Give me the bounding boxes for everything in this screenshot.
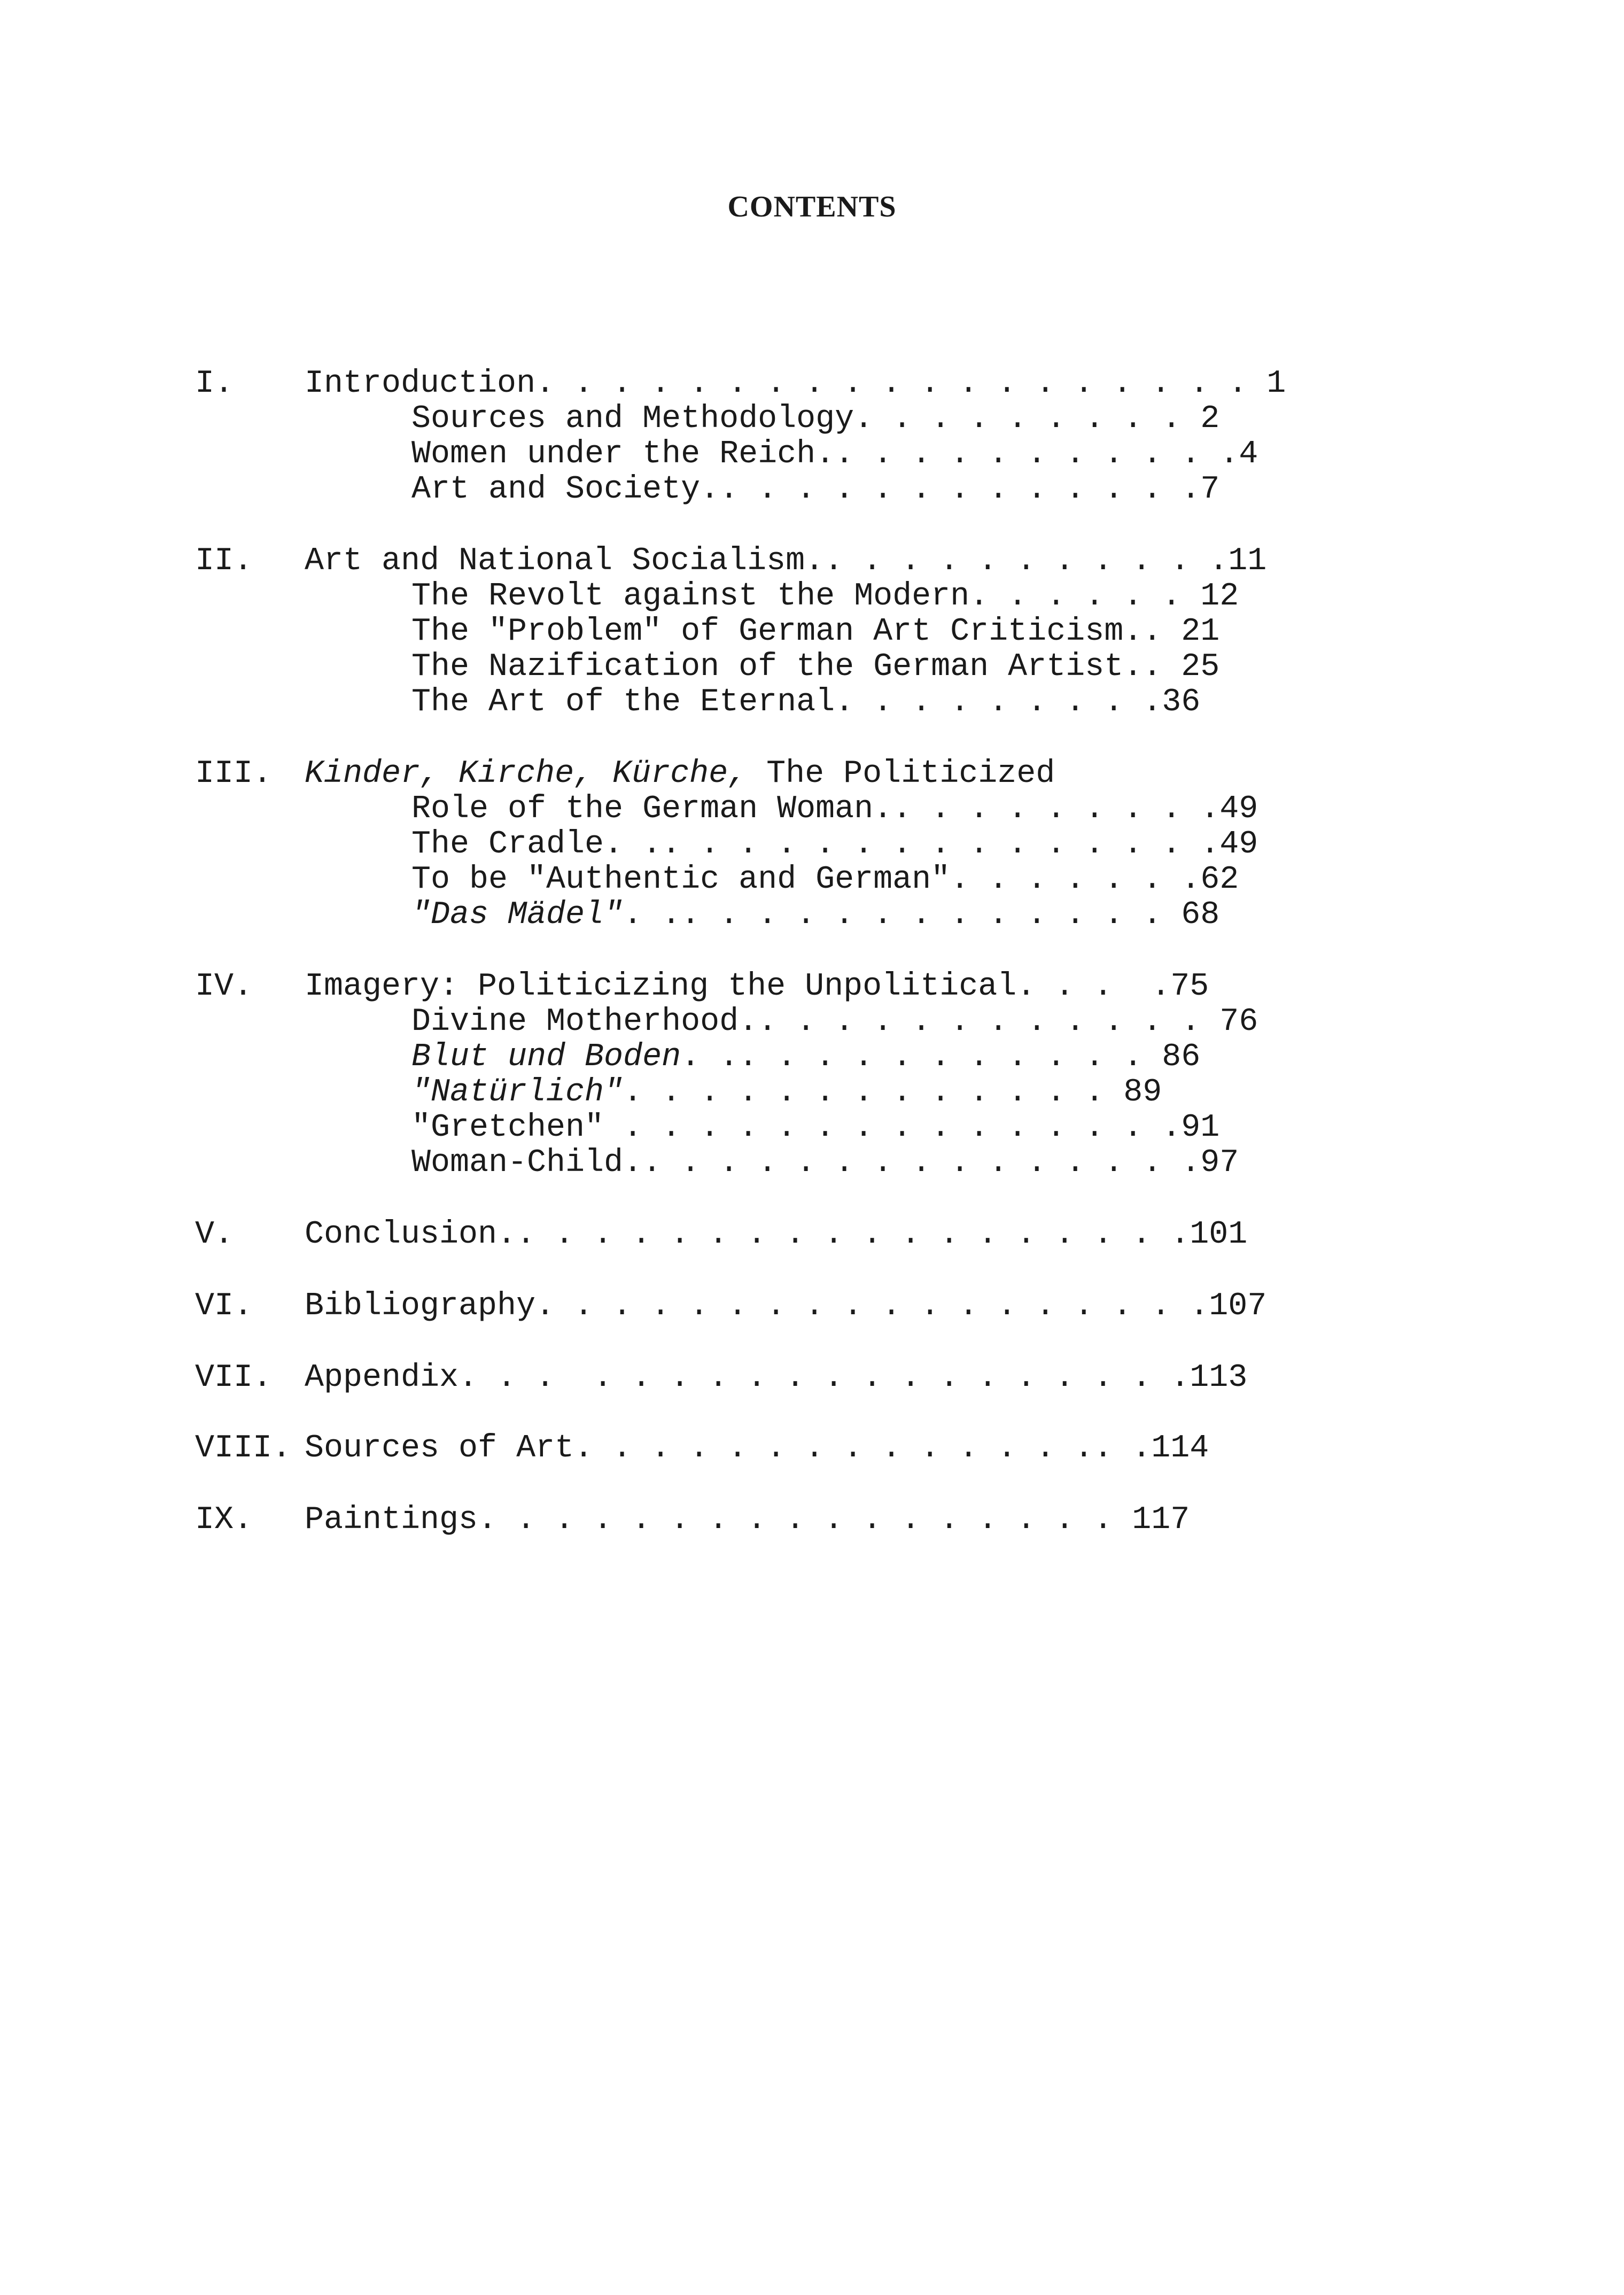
toc-entry-italic-text: "Natürlich" xyxy=(411,1074,624,1111)
toc-entry-text: The Nazification of the German Artist.. 25 xyxy=(411,649,1220,685)
toc-section-number: VIII. xyxy=(195,1430,292,1467)
toc-entry-text: To be "Authentic and German". . . . . . .62 xyxy=(411,862,1239,898)
toc-subsection-entry xyxy=(411,1040,1200,1075)
toc-entry-text: . .. . . . . . . . . . . 86 xyxy=(681,1039,1201,1075)
toc-section-number: I. xyxy=(195,366,234,402)
toc-entry-text: Conclusion.. . . . . . . . . . . . . . . . . .101 xyxy=(305,1216,1248,1253)
toc-entry-text: The Cradle. .. . . . . . . . . . . . . . .49 xyxy=(411,826,1258,863)
toc-chapter-entry xyxy=(305,1217,1247,1252)
toc-subsection-entry xyxy=(411,862,1239,897)
toc-entry-text: Sources of Art. . . . . . . . . . . . . .. .114 xyxy=(305,1430,1209,1467)
toc-subsection-entry xyxy=(411,614,1219,649)
toc-entry-text: The Politicized xyxy=(747,756,1055,792)
toc-entry-text: "Gretchen" . . . . . . . . . . . . . . .91 xyxy=(411,1110,1220,1146)
toc-subsection-entry xyxy=(411,579,1239,614)
toc-section-number: III. xyxy=(195,756,273,792)
toc-entry-text: . .. . . . . . . . . . . . . 68 xyxy=(623,897,1220,933)
toc-subsection-entry xyxy=(411,437,1258,472)
toc-subsection-entry xyxy=(411,1004,1258,1040)
toc-subsection-entry xyxy=(411,401,1219,437)
toc-entry-text: Introduction. . . . . . . . . . . . . . . . . . . 1 xyxy=(305,366,1286,402)
toc-entry-text: Bibliography. . . . . . . . . . . . . . . . . .107 xyxy=(305,1288,1267,1324)
toc-subsection-entry xyxy=(411,1075,1162,1110)
toc-entry-text: Sources and Methodology. . . . . . . . . 2 xyxy=(411,401,1220,437)
toc-subsection-entry xyxy=(411,649,1219,685)
toc-entry-text: Art and National Socialism.. . . . . . . . . . .11 xyxy=(305,543,1267,579)
toc-entry-text: Imagery: Politicizing the Unpolitical. . . .75 xyxy=(305,968,1209,1005)
toc-subsection-entry xyxy=(411,472,1219,507)
toc-entry-italic-text: Blut und Boden xyxy=(411,1039,681,1075)
page-title: CONTENTS xyxy=(727,190,897,223)
toc-section-number: VI. xyxy=(195,1288,253,1324)
toc-entry-text: Divine Motherhood.. . . . . . . . . . . . 76 xyxy=(411,1004,1258,1040)
toc-chapter-entry xyxy=(305,756,1055,792)
toc-subsection-entry xyxy=(411,1110,1219,1145)
toc-chapter-entry xyxy=(305,544,1266,579)
toc-entry-text: The Art of the Eternal. . . . . . . . .36 xyxy=(411,684,1201,720)
toc-entry-text: Woman-Child.. . . . . . . . . . . . . . .97 xyxy=(411,1145,1239,1181)
toc-chapter-entry xyxy=(305,1289,1266,1324)
toc-entry-text: Role of the German Woman.. . . . . . . . .49 xyxy=(411,791,1258,827)
toc-subsection-entry xyxy=(411,1145,1239,1181)
toc-subsection-entry xyxy=(411,897,1219,933)
toc-entry-italic-text: Kinder, Kirche, Kürche, xyxy=(305,756,748,792)
toc-chapter-entry xyxy=(305,1431,1209,1466)
toc-entry-text: The "Problem" of German Art Criticism.. 21 xyxy=(411,614,1220,650)
toc-section-number: II. xyxy=(195,543,253,579)
toc-section-number: IX. xyxy=(195,1502,253,1538)
toc-section-number: IV. xyxy=(195,968,253,1005)
toc-chapter-entry xyxy=(305,366,1286,401)
toc-chapter-entry xyxy=(305,1502,1190,1538)
toc-entry-italic-text: "Das Mädel" xyxy=(411,897,624,933)
toc-entry-text: Paintings. . . . . . . . . . . . . . . . . 117 xyxy=(305,1502,1190,1538)
toc-entry-text: Appendix. . . . . . . . . . . . . . . . . . .113 xyxy=(305,1360,1248,1396)
toc-section-number: V. xyxy=(195,1216,234,1253)
toc-entry-text: Art and Society.. . . . . . . . . . . . .7 xyxy=(411,471,1220,508)
toc-entry-text: Women under the Reich.. . . . . . . . . . .4 xyxy=(411,436,1258,472)
toc-section-number: VII. xyxy=(195,1360,273,1396)
toc-chapter-entry xyxy=(305,969,1209,1004)
toc-subsection-entry xyxy=(411,827,1258,862)
toc-subsection-entry xyxy=(411,792,1258,827)
toc-subsection-entry xyxy=(411,685,1200,720)
toc-chapter-entry xyxy=(305,1360,1247,1395)
toc-entry-text: The Revolt against the Modern. . . . . . 12 xyxy=(411,578,1239,615)
toc-entry-text: . . . . . . . . . . . . . 89 xyxy=(623,1074,1162,1111)
